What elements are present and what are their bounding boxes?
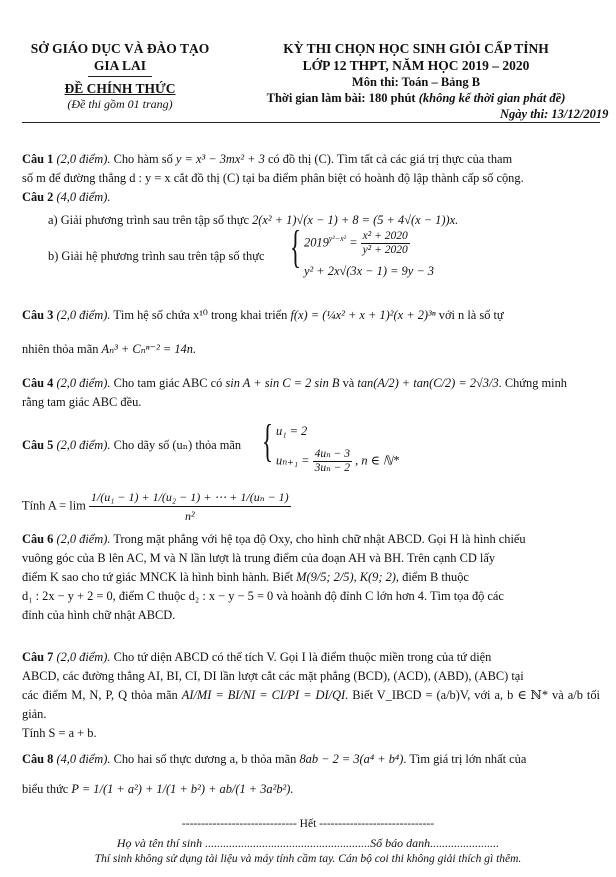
- q2-points: (4,0 điểm).: [56, 190, 111, 204]
- q1-text-a: Cho hàm số: [113, 152, 173, 166]
- q6-line3-a: điểm K sao cho tứ giác MNCK là hình bình hành. Biết: [22, 570, 294, 584]
- q8-points: (4,0 điểm).: [56, 752, 111, 766]
- official-label: ĐỀ CHÍNH THỨC: [64, 81, 176, 96]
- q3-text-a: Tìm hệ số chứa x¹⁰ trong khai triển: [113, 308, 288, 322]
- q5-seq2: [276, 448, 399, 475]
- exam-time: [226, 90, 606, 106]
- header-left-divider: [88, 76, 152, 77]
- q3-points: (2,0 điểm).: [56, 308, 111, 322]
- q8-label: Câu 8: [22, 752, 54, 766]
- question-1: [22, 150, 600, 188]
- q5-limit-num: 1/(u₁ − 1) + 1/(u₂ − 1) + ⋯ + 1/(uₙ − 1): [89, 488, 291, 507]
- question-4: [22, 374, 600, 412]
- question-2-heading: [22, 188, 600, 207]
- q2b-eq1-base: 2019: [304, 235, 329, 250]
- q5-seq2-num: 4uₙ − 3: [314, 448, 351, 460]
- q4-formula: sin A + sin C = 2 sin B: [225, 376, 340, 390]
- q4-line2: rằng tam giác ABC đều.: [22, 395, 142, 409]
- q8-text-b: . Tìm giá trị lớn nhất của: [403, 752, 527, 766]
- q6-line5: đỉnh của hình chữ nhật ABCD.: [22, 608, 176, 622]
- q6-line2: vuông góc của B lên AC, M và N lần lượt là trung điểm của đoạn AH và BH. Trên cạnh CD lấy: [22, 551, 496, 565]
- q1-text-b: có đồ thị (C). Tìm tất cả các giá trị thực của tham: [267, 152, 513, 166]
- q6-line1: Trong mặt phẳng với hệ tọa độ Oxy, cho hình chữ nhật ABCD. Gọi H là hình chiếu: [113, 532, 526, 546]
- q8-line2-formula: P = 1/(1 + a²) + 1/(1 + b²) + ab/(1 + 3a²b²).: [71, 782, 294, 796]
- q7-line1: Cho tứ diện ABCD có thể tích V. Gọi I là điểm thuộc miền trong của tứ diện: [113, 650, 492, 664]
- q7-line3-b: . Biết V_IBCD = (a/b)V, với a, b ∈ ℕ* và a/b tối giản.: [22, 688, 600, 721]
- q3-formula: f(x) = (¼x² + x + 1)²(x + 2)³ⁿ: [290, 308, 436, 322]
- q5-seq2-frac: [313, 448, 352, 475]
- question-3-line2: [22, 340, 600, 359]
- q2-label: Câu 2: [22, 190, 54, 204]
- q6-line3-b: điểm B thuộc: [402, 570, 469, 584]
- q2b-text: b) Giải hệ phương trình sau trên tập số thực: [48, 249, 265, 263]
- q5-seq2-left: uₙ₊₁ =: [276, 453, 310, 468]
- q4-text-a: Cho tam giác ABC có: [113, 376, 223, 390]
- end-marker: ------------------------------ Hết ------------------------------: [181, 818, 435, 830]
- q1-formula: y = x³ − 3mx² + 3: [175, 152, 265, 166]
- province-name: GIA LAI: [93, 58, 147, 73]
- exam-subject: Môn thi: Toán – Bảng B: [351, 75, 481, 89]
- question-2a: [48, 211, 600, 230]
- pages-note: (Đề thi gồm 01 trang): [67, 97, 173, 111]
- q3-text-b: với n là số tự: [438, 308, 504, 322]
- candidate-line: Họ và tên thí sinh .......................................................Số báo danh.......................: [116, 836, 500, 850]
- q1-label: Câu 1: [22, 152, 54, 166]
- q2b-eq1: [304, 230, 410, 257]
- q5-seq1: u₁ = 2: [276, 424, 308, 438]
- q4-text-b: và: [342, 376, 355, 390]
- q2b-eq1-frac: [361, 230, 410, 257]
- q3-line2: nhiên thỏa mãn: [22, 342, 99, 356]
- q5-limit-frac: [89, 488, 291, 525]
- time-label: Thời gian làm bài: 180 phút: [266, 91, 416, 105]
- q4-points: (2,0 điểm).: [56, 376, 111, 390]
- q3-label: Câu 3: [22, 308, 54, 322]
- q5-limit-den: n²: [184, 509, 195, 523]
- q5-text-a: Cho dãy số (uₙ) thỏa mãn: [113, 438, 242, 452]
- q2b-eq1-exp: y²−x²: [328, 234, 347, 244]
- header-divider: [22, 122, 600, 123]
- q5-limit: [22, 488, 291, 525]
- q7-points: (2,0 điểm).: [56, 650, 111, 664]
- footer-note: Thí sinh không sử dụng tài liệu và máy tính cầm tay. Cán bộ coi thi không giải thích gì thêm.: [94, 853, 522, 865]
- exam-grade: LỚP 12 THPT, NĂM HỌC 2019 – 2020: [302, 58, 530, 73]
- exam-date: Ngày thi: 13/12/2019: [500, 107, 609, 121]
- question-5: [22, 437, 241, 453]
- question-7: [22, 648, 600, 743]
- q5-label: Câu 5: [22, 438, 54, 452]
- q7-line3-a: các điểm M, N, P, Q thỏa mãn: [22, 688, 178, 702]
- q2a-text: a) Giải phương trình sau trên tập số thực: [48, 213, 249, 227]
- q6-line4: d₁ : 2x − y + 2 = 0, điểm C thuộc d₂ : x − y − 5 = 0 và hoành độ đỉnh C lớn hơn 4. Tìm tọa độ các: [22, 589, 504, 603]
- q4-formula2: tan(A/2) + tan(C/2) = 2√3/3: [357, 376, 499, 390]
- q5-limit-text: Tính A = lim: [22, 498, 86, 513]
- q5-brace: {: [262, 415, 274, 466]
- exam-title: KỲ THI CHỌN HỌC SINH GIỎI CẤP TỈNH: [283, 41, 549, 56]
- q6-line3-formula: M(9/5; 2/5), K(9; 2),: [296, 570, 400, 584]
- q1-line2: số m để đường thẳng d : y = x cắt đồ thị (C) tại ba điểm phân biệt có hoành độ lập thành cấp số cộng.: [22, 171, 524, 185]
- q7-line2: ABCD, các đường thẳng AI, BI, CI, DI lần lượt cắt các mặt phẳng (BCD), (ACD), (ABD), (ABC) tại: [22, 669, 524, 683]
- q1-points: (2,0 điểm).: [56, 152, 111, 166]
- q2b-eq1-num: x² + 2020: [362, 230, 408, 242]
- q4-label: Câu 4: [22, 376, 54, 390]
- q8-formula: 8ab − 2 = 3(a⁴ + b⁴): [299, 752, 404, 766]
- q2a-formula: 2(x² + 1)√(x − 1) + 8 = (5 + 4√(x − 1))x.: [252, 213, 459, 227]
- q7-line4: Tính S = a + b.: [22, 726, 97, 740]
- q6-label: Câu 6: [22, 532, 54, 546]
- q2b-eq1-den: y² + 2020: [362, 244, 408, 256]
- q5-seq2-den: 3uₙ − 2: [314, 462, 351, 474]
- question-6: [22, 530, 600, 625]
- q8-line2: biểu thức: [22, 782, 69, 796]
- q3-line2-formula: Aₙ³ + Cₙⁿ⁻² = 14n.: [101, 342, 197, 356]
- q6-points: (2,0 điểm).: [56, 532, 111, 546]
- q2b-eq2: y² + 2x√(3x − 1) = 9y − 3: [304, 264, 434, 278]
- header-right: [226, 40, 606, 106]
- question-8-line2: [22, 780, 600, 799]
- q4-text-c: . Chứng minh: [498, 376, 567, 390]
- time-note: (không kể thời gian phát đề): [418, 91, 566, 105]
- q8-text-a: Cho hai số thực dương a, b thỏa mãn: [113, 752, 297, 766]
- q2b-eq1-eq: =: [349, 235, 358, 250]
- department-name: SỞ GIÁO DỤC VÀ ĐÀO TẠO: [30, 41, 210, 56]
- q2b-brace: {: [290, 221, 302, 272]
- q7-line3-formula: AI/MI = BI/NI = CI/PI = DI/QI: [181, 688, 346, 702]
- q7-label: Câu 7: [22, 650, 54, 664]
- q5-seq2-cond: , n ∈ ℕ*: [355, 453, 400, 468]
- question-8: [22, 750, 600, 769]
- question-3: [22, 306, 600, 325]
- q5-points: (2,0 điểm).: [56, 438, 111, 452]
